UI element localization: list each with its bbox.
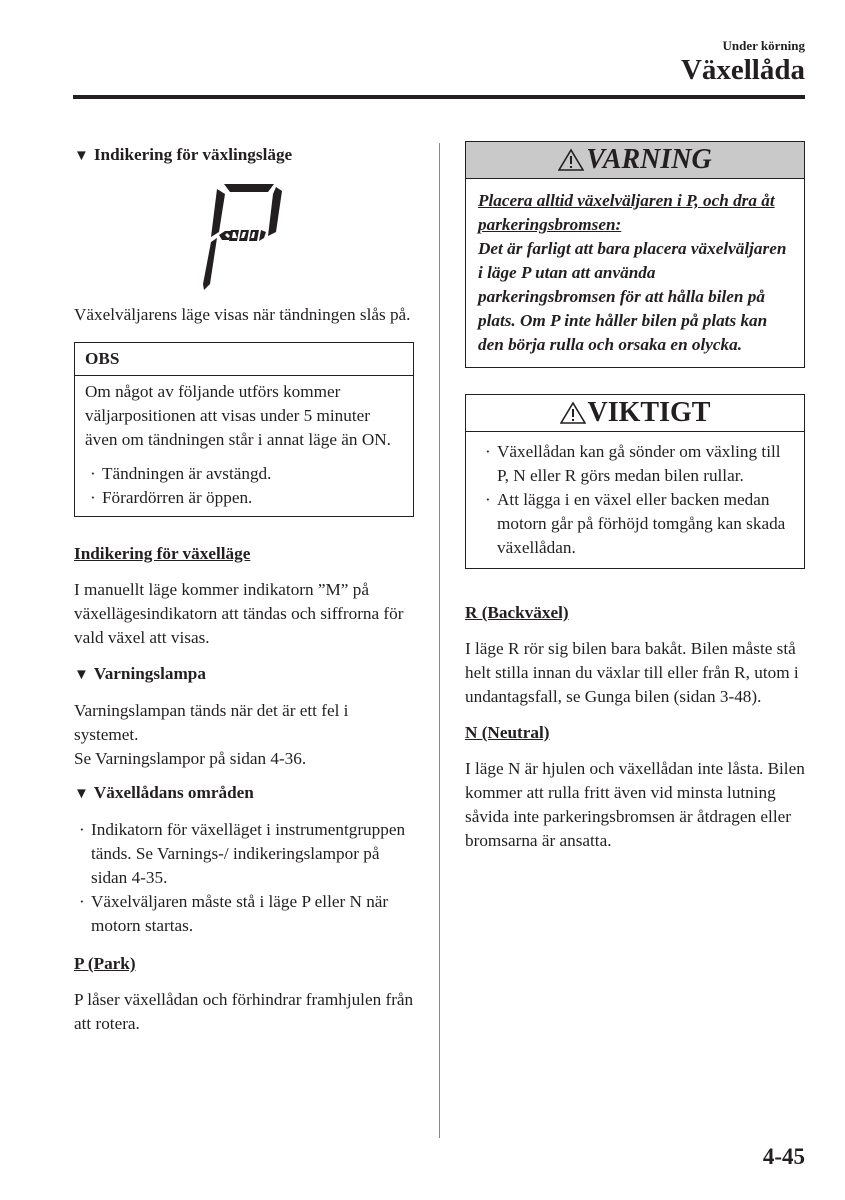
header-rule (73, 95, 805, 99)
warning-lamp-heading (74, 662, 414, 687)
section-label: Under körning (722, 38, 805, 53)
triangle-down-icon: ▼ (74, 786, 89, 802)
reverse-heading: R (Backväxel) (465, 603, 569, 622)
gear-ranges-item: · Indikatorn för växelläget i instrumentgruppen tänds. Se Varnings-/ indikeringslampor på sidan 4-35. (74, 818, 414, 890)
triangle-down-icon: ▼ (74, 667, 89, 683)
gear-position-heading: Indikering för växelläge (74, 544, 251, 563)
important-list-item: · Växellådan kan gå sönder om växling till P, N eller R görs medan bilen rullar. (480, 440, 792, 488)
important-title: VIKTIGT (587, 397, 711, 428)
gear-ranges-list (74, 818, 414, 938)
gear-ranges-item: · Växelväljaren måste stå i läge P eller N när motorn startas. (74, 890, 414, 938)
gear-indicator-text: Växelväljarens läge visas när tändningen slås på. (74, 305, 411, 324)
important-list-item: · Att lägga i en växel eller backen medan motorn går på förhöjd tomgång kan skada växellådan. (480, 488, 792, 560)
obs-list-item: · Förardörren är öppen. (85, 486, 403, 510)
warning-title: VARNING (586, 144, 712, 175)
important-header (466, 395, 804, 432)
reverse-text: I läge R rör sig bilen bara bakåt. Bilen måste stå helt stilla innan du växlar till eller från R, utom i undantagsfall, se Gunga bilen (sidan 3-48). (465, 639, 799, 706)
warning-header (466, 142, 804, 179)
neutral-text: I läge N är hjulen och växellådan inte låsta. Bilen kommer att rulla fritt även vid minsta lutning såvida inte parkeringsbromsen är åtdragen eller bromsarna är ansatta. (465, 759, 805, 850)
warning-text: Det är farligt att bara placera växelväljaren i läge P utan att använda parkeringsbromsen för att hålla bilen på plats. Om P inte håller bilen på plats kan den börja rulla och orsaka en olycka. (478, 239, 787, 354)
gear-p-display-icon (202, 180, 292, 290)
gear-position-text: I manuellt läge kommer indikatorn ”M” på växellägesindikatorn att tändas och siffrorna för vald växel att visas. (74, 580, 404, 647)
obs-note-box (74, 342, 414, 517)
obs-body (75, 376, 413, 516)
warning-triangle-icon (558, 148, 584, 172)
warning-lamp-reference: Se Varningslampor på sidan 4-36. (74, 749, 307, 768)
gear-indicator-heading-text: Indikering för växlingsläge (93, 145, 293, 164)
important-box (465, 394, 805, 569)
obs-text: Om något av följande utförs kommer väljarpositionen att visas under 5 minuter även om tändningen står i annat läge än ON. (85, 382, 391, 449)
obs-list (85, 462, 403, 510)
gear-indicator-heading (74, 143, 414, 168)
neutral-heading: N (Neutral) (465, 723, 550, 742)
triangle-down-icon: ▼ (74, 148, 89, 164)
page-number: 4-45 (762, 1144, 805, 1169)
warning-lamp-text: Varningslampan tänds när det är ett fel i systemet. (74, 701, 349, 744)
warning-lead: Placera alltid växelväljaren i P, och dra åt parkeringsbromsen: (478, 191, 775, 234)
warning-lamp-heading-text: Varningslampa (93, 664, 206, 683)
right-column (465, 140, 805, 853)
warning-triangle-icon (560, 401, 586, 425)
park-heading: P (Park) (74, 954, 136, 973)
park-text: P låser växellådan och förhindrar framhjulen från att rotera. (74, 990, 414, 1033)
column-divider (439, 143, 440, 1138)
warning-box (465, 141, 805, 368)
obs-list-item: · Tändningen är avstängd. (85, 462, 403, 486)
obs-title: OBS (75, 343, 413, 376)
warning-body (466, 179, 804, 367)
gear-ranges-heading-text: Växellådans områden (93, 783, 254, 802)
page-title: Växellåda (680, 54, 805, 86)
gear-ranges-heading (74, 781, 414, 806)
important-list (480, 440, 792, 560)
left-column (74, 140, 414, 1036)
important-body (466, 432, 804, 568)
